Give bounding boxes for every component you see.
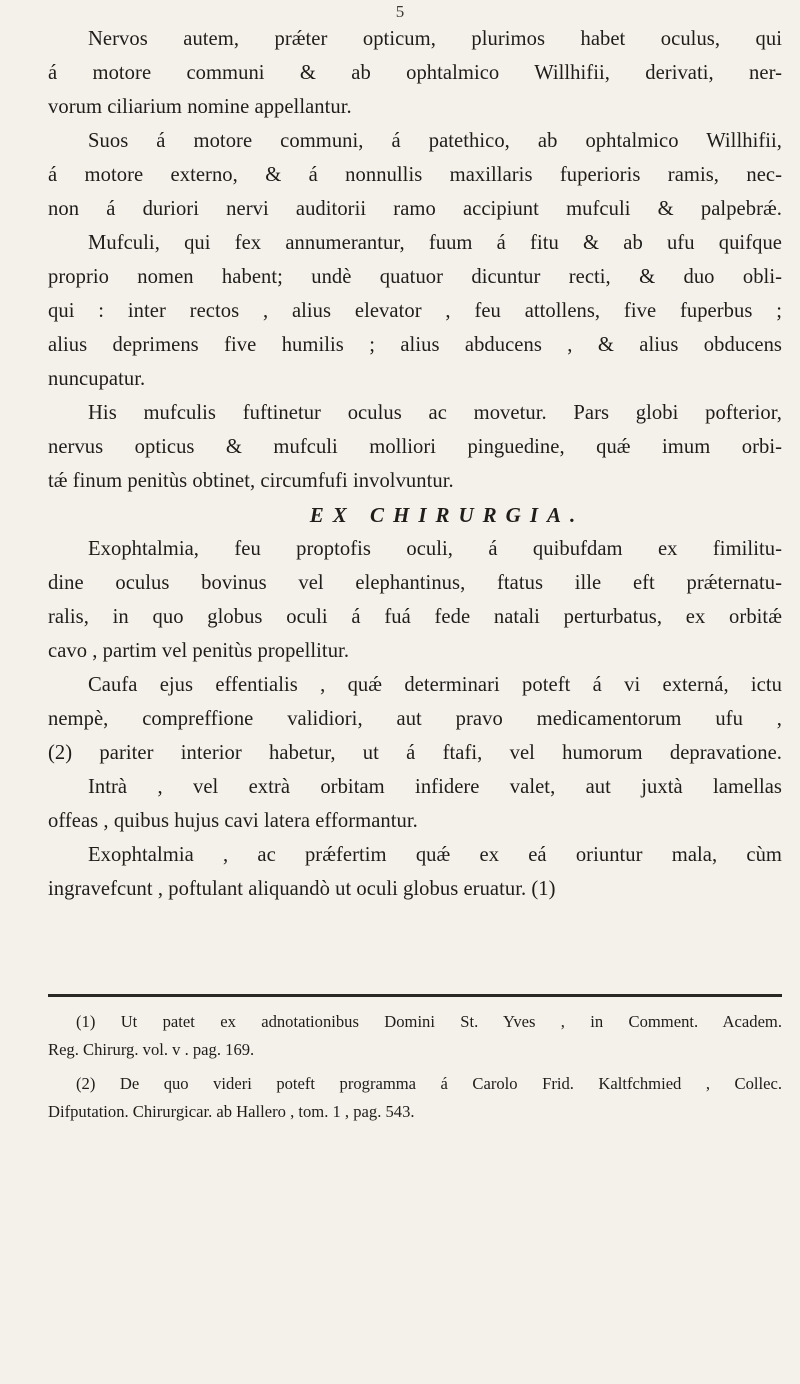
footnote-line: Difputation. Chirurgicar. ab Hallero , tom. 1 , pag. 543. [48,1102,415,1121]
text-line: á motore communi & ab ophtalmico Willhifii, derivati, ner- [48,62,782,84]
text-line: tǽ finum penitùs obtinet, circumfufi involvuntur. [48,470,454,492]
text-line: Caufa ejus effentialis , quǽ determinari poteft á vi externá, ictu [88,674,782,696]
text-line: vorum ciliarium nomine appellantur. [48,96,352,118]
text-line: Suos á motore communi, á patethico, ab ophtalmico Willhifii, [88,130,782,152]
text-line: qui : inter rectos , alius elevator , feu attollens, five fuperbus ; [48,300,782,322]
footnotes [48,1008,782,1126]
text-line: cavo , partim vel penitùs propellitur. [48,640,350,662]
text-line: alius deprimens five humilis ; alius abducens , & alius obducens [48,334,782,356]
text-line: offeas , quibus hujus cavi latera efformantur. [48,810,418,832]
footnote-line: (1) Ut patet ex adnotationibus Domini St. Yves , in Comment. Academ. [76,1012,782,1031]
text-line: Exophtalmia, feu proptofis oculi, á quibufdam ex fimilitu- [88,538,782,560]
footnote-line: (2) De quo videri poteft programma á Carolo Frid. Kaltfchmied , Collec. [76,1074,782,1093]
footnote-rule [48,994,782,997]
text-line: nuncupatur. [48,368,146,390]
text-line: ralis, in quo globus oculi á fuá fede natali perturbatus, ex orbitǽ [48,606,782,628]
page-number: 5 [395,2,405,21]
text-line: Exophtalmia , ac prǽfertim quǽ ex eá oriuntur mala, cùm [88,844,782,866]
text-line: á motore externo, & á nonnullis maxillaris fuperioris ramis, nec- [48,164,782,186]
text-line: (2) pariter interior habetur, ut á ftafi, vel humorum depravatione. [48,742,782,764]
main-text [48,22,782,906]
text-line: Mufculi, qui fex annumerantur, fuum á fitu & ab ufu quifque [88,232,782,254]
text-line: dine oculus bovinus vel elephantinus, ftatus ille eft prǽternatu- [48,572,782,594]
text-line: His mufculis fuftinetur oculus ac movetur. Pars globi pofterior, [88,402,782,424]
text-line: nervus opticus & mufculi molliori pinguedine, quǽ imum orbi- [48,436,782,458]
text-line: Nervos autem, prǽter opticum, plurimos habet oculus, qui [88,28,782,50]
text-line: non á duriori nervi auditorii ramo accipiunt mufculi & palpebrǽ. [48,198,782,220]
text-line: nempè, compreffione validiori, aut pravo medicamentorum ufu , [48,708,782,730]
text-line: Intrà , vel extrà orbitam infidere valet, aut juxtà lamellas [88,776,782,798]
text-line: proprio nomen habent; undè quatuor dicuntur recti, & duo obli- [48,266,782,288]
footnote-line: Reg. Chirurg. vol. v . pag. 169. [48,1040,255,1059]
text-line: ingravefcunt , poftulant aliquandò ut oculi globus eruatur. (1) [48,878,556,900]
section-heading: EX CHIRURGIA. [309,503,585,527]
